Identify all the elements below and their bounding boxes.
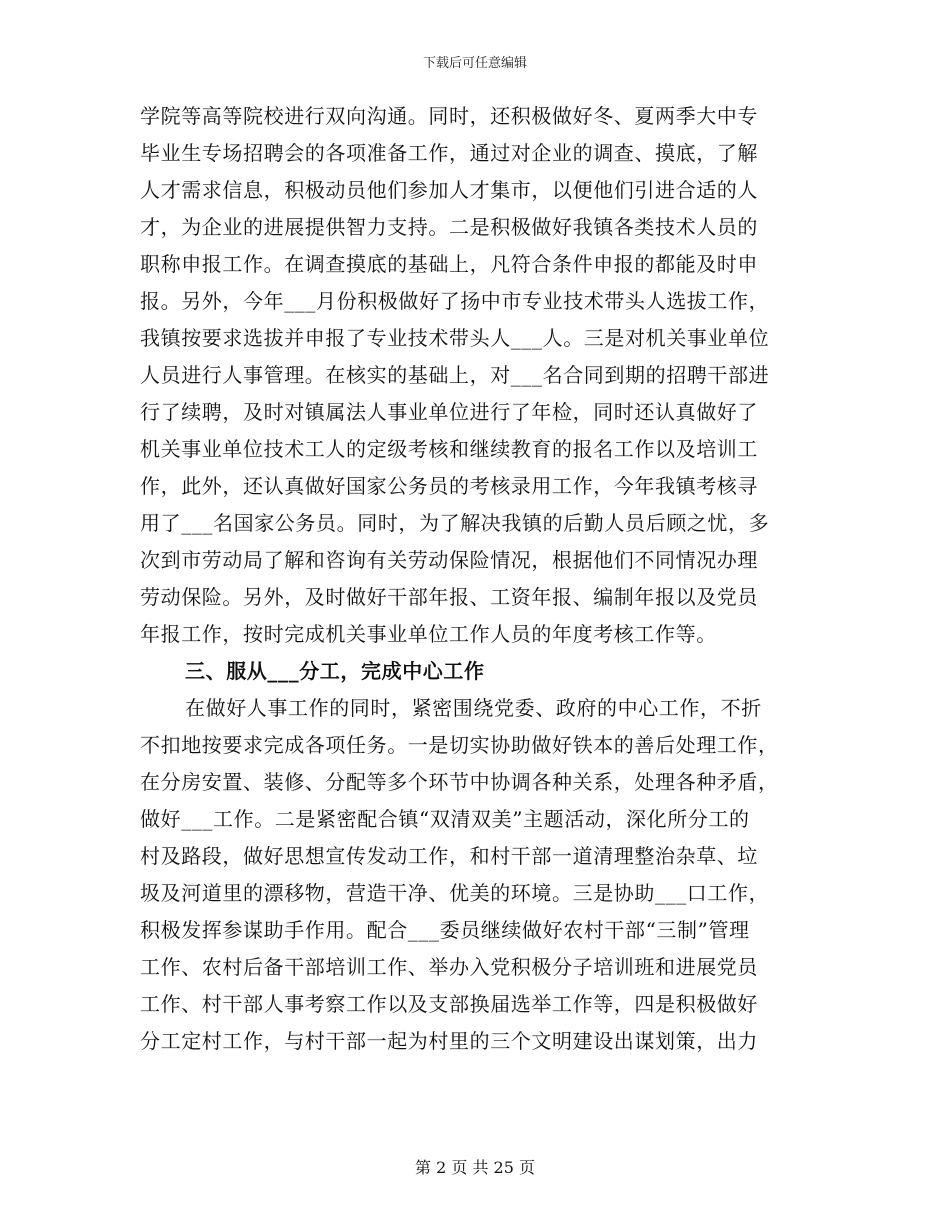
text-line: 在做好人事工作的同时，紧密围绕党委、政府的中心工作，不折 <box>185 696 762 720</box>
text-line: 机关事业单位技术工人的定级考核和继续教育的报名工作以及培训工 <box>140 437 758 461</box>
text-line: 积极发挥参谋助手作用。配合___委员继续做好农村干部“三制”管理 <box>140 918 750 942</box>
text-line: 行了续聘，及时对镇属法人事业单位进行了年检，同时还认真做好了 <box>140 400 758 424</box>
page-footer: 第 2 页 共 25 页 <box>415 1158 535 1177</box>
text-line: 作，此外，还认真做好国家公务员的考核录用工作，今年我镇考核寻 <box>140 474 758 498</box>
text-line: 我镇按要求选拔并申报了专业技术带头人___人。三是对机关事业单位 <box>140 326 770 350</box>
text-line: 做好___工作。二是紧密配合镇“双清双美”主题活动，深化所分工的 <box>140 807 750 831</box>
text-line: 次到市劳动局了解和咨询有关劳动保险情况，根据他们不同情况办理 <box>140 548 758 572</box>
text-line: 人员进行人事管理。在核实的基础上，对___名合同到期的招聘干部进 <box>140 363 770 387</box>
text-line: 在分房安置、装修、分配等多个环节中协调各种关系，处理各种矛盾， <box>140 770 779 794</box>
text-line: 村及路段，做好思想宣传发动工作，和村干部一道清理整治杂草、垃 <box>140 844 758 868</box>
text-line: 职称申报工作。在调查摸底的基础上，凡符合条件申报的都能及时申 <box>140 252 758 276</box>
text-line: 不扣地按要求完成各项任务。一是切实协助做好铁本的善后处理工作， <box>140 733 779 757</box>
text-line: 人才需求信息，积极动员他们参加人才集市，以便他们引进合适的人 <box>140 178 758 202</box>
text-line: 报。另外，今年___月份积极做好了扬中市专业技术带头人选拔工作， <box>140 289 770 313</box>
text-line: 才，为企业的进展提供智力支持。二是积极做好我镇各类技术人员的 <box>140 215 758 239</box>
text-line: 劳动保险。另外，及时做好干部年报、工资年报、编制年报以及党员 <box>140 585 758 609</box>
text-line: 圾及河道里的漂移物，营造干净、优美的环境。三是协助___口工作， <box>140 881 770 905</box>
page-header: 下载后可任意编辑 <box>422 56 527 71</box>
document-body <box>140 98 815 1060</box>
text-line: 毕业生专场招聘会的各项准备工作，通过对企业的调查、摸底，了解 <box>140 141 758 165</box>
section-heading: 三、服从___分工，完成中心工作 <box>185 659 485 683</box>
text-line: 用了___名国家公务员。同时，为了解决我镇的后勤人员后顾之忧，多 <box>140 511 770 535</box>
text-line: 分工定村工作，与村干部一起为村里的三个文明建设出谋划策，出力 <box>140 1029 758 1053</box>
text-line: 工作、村干部人事考察工作以及支部换届选举工作等，四是积极做好 <box>140 992 758 1016</box>
text-line: 学院等高等院校进行双向沟通。同时，还积极做好冬、夏两季大中专 <box>140 104 758 128</box>
text-line: 年报工作，按时完成机关事业单位工作人员的年度考核工作等。 <box>140 622 717 646</box>
text-line: 工作、农村后备干部培训工作、举办入党积极分子培训班和进展党员 <box>140 955 758 979</box>
